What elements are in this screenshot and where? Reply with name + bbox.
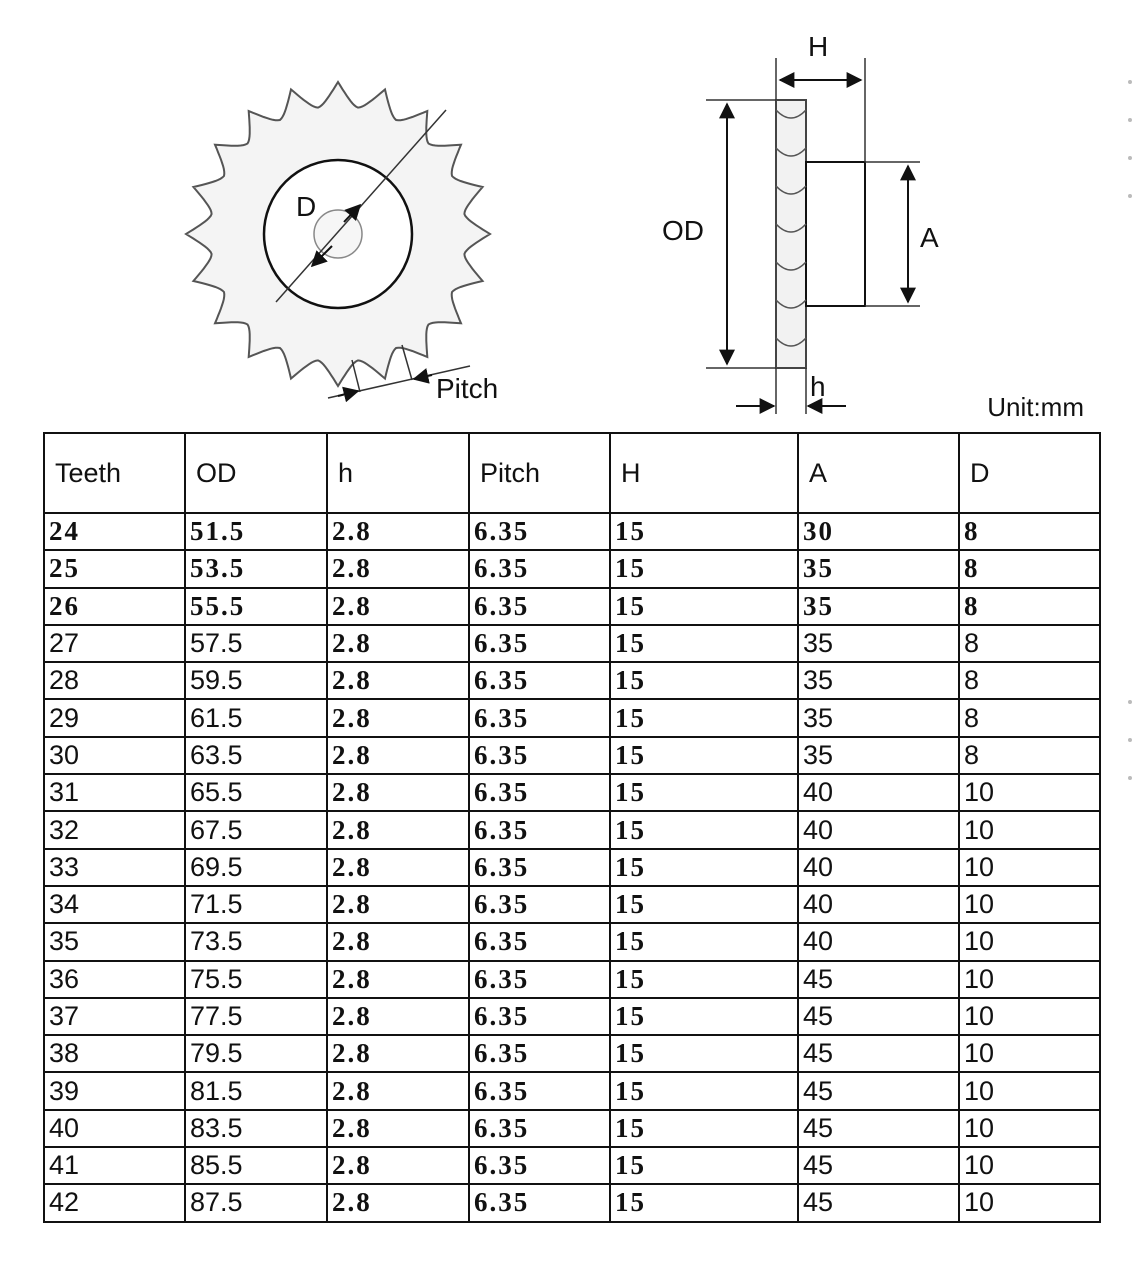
od-cell: 67.5	[185, 811, 327, 848]
pitch-cell: 6.35	[469, 550, 610, 587]
hub-width-cell: 15	[610, 737, 798, 774]
table-row	[44, 662, 1100, 699]
pitch-arrow-right	[414, 375, 432, 379]
bore-cell: 10	[959, 1184, 1100, 1221]
hub-diameter-cell: 45	[798, 1147, 959, 1184]
od-cell: 83.5	[185, 1110, 327, 1147]
od-label: OD	[662, 215, 704, 246]
teeth-cell: 40	[44, 1110, 185, 1147]
table-row	[44, 699, 1100, 736]
bore-cell: 8	[959, 737, 1100, 774]
table-row	[44, 886, 1100, 923]
pitch-cell: 6.35	[469, 662, 610, 699]
pitch-cell: 6.35	[469, 1147, 610, 1184]
od-cell: 75.5	[185, 961, 327, 998]
hub-diameter-cell: 40	[798, 849, 959, 886]
teeth-cell: 34	[44, 886, 185, 923]
header-h-thickness: h	[327, 433, 469, 513]
h-cell: 2.8	[327, 588, 469, 625]
od-cell: 81.5	[185, 1072, 327, 1109]
hub-diameter-cell: 45	[798, 998, 959, 1035]
hub-width-cell: 15	[610, 699, 798, 736]
sprocket-spec-table	[43, 432, 1101, 1223]
bore-cell: 8	[959, 513, 1100, 550]
h-cell: 2.8	[327, 961, 469, 998]
teeth-cell: 37	[44, 998, 185, 1035]
od-cell: 59.5	[185, 662, 327, 699]
od-cell: 65.5	[185, 774, 327, 811]
table-row	[44, 1184, 1100, 1221]
sprocket-diagram	[0, 0, 1134, 430]
bore-cell: 10	[959, 1035, 1100, 1072]
hub-width-cell: 15	[610, 1110, 798, 1147]
h-cell: 2.8	[327, 513, 469, 550]
bore-cell: 8	[959, 588, 1100, 625]
od-cell: 87.5	[185, 1184, 327, 1221]
hub-width-cell: 15	[610, 811, 798, 848]
h-cell: 2.8	[327, 699, 469, 736]
hub-diameter-cell: 35	[798, 550, 959, 587]
teeth-cell: 29	[44, 699, 185, 736]
h-cell: 2.8	[327, 737, 469, 774]
bore-cell: 10	[959, 998, 1100, 1035]
pitch-cell: 6.35	[469, 513, 610, 550]
teeth-cell: 24	[44, 513, 185, 550]
bore-cell: 10	[959, 774, 1100, 811]
table-row	[44, 923, 1100, 960]
od-cell: 53.5	[185, 550, 327, 587]
pitch-cell: 6.35	[469, 1184, 610, 1221]
h-cell: 2.8	[327, 1035, 469, 1072]
hub-diameter-cell: 45	[798, 1110, 959, 1147]
hub-width-cell: 15	[610, 1184, 798, 1221]
bore-cell: 10	[959, 849, 1100, 886]
header-hub-width: H	[610, 433, 798, 513]
od-cell: 85.5	[185, 1147, 327, 1184]
teeth-cell: 28	[44, 662, 185, 699]
hub-width-cell: 15	[610, 886, 798, 923]
pitch-label: Pitch	[436, 373, 499, 404]
bore-cell: 10	[959, 886, 1100, 923]
teeth-cell: 30	[44, 737, 185, 774]
hub-diameter-cell: 35	[798, 588, 959, 625]
sprocket-front-view	[186, 82, 498, 404]
pitch-cell: 6.35	[469, 774, 610, 811]
table-row	[44, 998, 1100, 1035]
thickness-label: h	[810, 371, 826, 402]
teeth-cell: 41	[44, 1147, 185, 1184]
edge-marks-middle	[1128, 700, 1134, 814]
hub-width-cell: 15	[610, 961, 798, 998]
hub-diameter-cell: 40	[798, 774, 959, 811]
bore-label: D	[296, 191, 317, 222]
teeth-cell: 26	[44, 588, 185, 625]
h-cell: 2.8	[327, 1110, 469, 1147]
teeth-cell: 27	[44, 625, 185, 662]
od-cell: 79.5	[185, 1035, 327, 1072]
od-cell: 73.5	[185, 923, 327, 960]
table-body	[44, 513, 1100, 1222]
table-row	[44, 774, 1100, 811]
header-pitch: Pitch	[469, 433, 610, 513]
pitch-cell: 6.35	[469, 961, 610, 998]
od-cell: 77.5	[185, 998, 327, 1035]
od-cell: 71.5	[185, 886, 327, 923]
hub-diameter-cell: 35	[798, 699, 959, 736]
table-row	[44, 961, 1100, 998]
header-teeth: Teeth	[44, 433, 185, 513]
teeth-cell: 33	[44, 849, 185, 886]
hub-diameter-cell: 45	[798, 1072, 959, 1109]
bore-cell: 8	[959, 550, 1100, 587]
pitch-cell: 6.35	[469, 811, 610, 848]
hub-diameter-cell: 45	[798, 1184, 959, 1221]
h-cell: 2.8	[327, 550, 469, 587]
hub-width-cell: 15	[610, 513, 798, 550]
hub-diameter-cell: 35	[798, 625, 959, 662]
bore-cell: 10	[959, 1147, 1100, 1184]
table-row	[44, 737, 1100, 774]
sprocket-side-view	[662, 31, 939, 414]
h-cell: 2.8	[327, 886, 469, 923]
table-row	[44, 513, 1100, 550]
h-cell: 2.8	[327, 849, 469, 886]
h-cell: 2.8	[327, 662, 469, 699]
table-row	[44, 849, 1100, 886]
hub-diameter-cell: 40	[798, 811, 959, 848]
sprocket-plate-profile	[776, 100, 806, 368]
pitch-cell: 6.35	[469, 625, 610, 662]
hub-diameter-cell: 30	[798, 513, 959, 550]
hub-width-cell: 15	[610, 662, 798, 699]
table-row	[44, 550, 1100, 587]
teeth-cell: 39	[44, 1072, 185, 1109]
hub-width-cell: 15	[610, 849, 798, 886]
od-cell: 51.5	[185, 513, 327, 550]
header-od: OD	[185, 433, 327, 513]
od-cell: 69.5	[185, 849, 327, 886]
h-cell: 2.8	[327, 923, 469, 960]
table-row	[44, 1147, 1100, 1184]
table-row	[44, 1035, 1100, 1072]
pitch-cell: 6.35	[469, 1072, 610, 1109]
edge-marks-top	[1128, 80, 1134, 232]
od-cell: 55.5	[185, 588, 327, 625]
bore-cell: 8	[959, 699, 1100, 736]
pitch-cell: 6.35	[469, 1110, 610, 1147]
hub-diameter-cell: 40	[798, 886, 959, 923]
hub-width-cell: 15	[610, 550, 798, 587]
hub-width-cell: 15	[610, 1147, 798, 1184]
pitch-cell: 6.35	[469, 886, 610, 923]
hub-width-cell: 15	[610, 923, 798, 960]
pitch-cell: 6.35	[469, 998, 610, 1035]
pitch-cell: 6.35	[469, 588, 610, 625]
hub-width-cell: 15	[610, 774, 798, 811]
pitch-cell: 6.35	[469, 1035, 610, 1072]
bore-cell: 10	[959, 811, 1100, 848]
teeth-cell: 42	[44, 1184, 185, 1221]
hub-width-cell: 15	[610, 1072, 798, 1109]
unit-label: Unit:mm	[987, 392, 1084, 422]
table-row	[44, 1072, 1100, 1109]
hub-width-cell: 15	[610, 625, 798, 662]
h-cell: 2.8	[327, 774, 469, 811]
bore-cell: 10	[959, 1110, 1100, 1147]
h-cell: 2.8	[327, 811, 469, 848]
teeth-cell: 38	[44, 1035, 185, 1072]
h-cell: 2.8	[327, 1072, 469, 1109]
h-cell: 2.8	[327, 998, 469, 1035]
table-row	[44, 625, 1100, 662]
pitch-cell: 6.35	[469, 699, 610, 736]
od-cell: 57.5	[185, 625, 327, 662]
od-cell: 63.5	[185, 737, 327, 774]
h-cell: 2.8	[327, 625, 469, 662]
bore-cell: 8	[959, 625, 1100, 662]
bore-cell: 10	[959, 961, 1100, 998]
pitch-cell: 6.35	[469, 849, 610, 886]
hub-width-cell: 15	[610, 998, 798, 1035]
a-label: A	[920, 222, 939, 253]
hub-diameter-cell: 35	[798, 662, 959, 699]
bore-cell: 10	[959, 923, 1100, 960]
table-row	[44, 588, 1100, 625]
h-cell: 2.8	[327, 1184, 469, 1221]
hub-diameter-cell: 40	[798, 923, 959, 960]
hub-diameter-cell: 35	[798, 737, 959, 774]
hub-width-cell: 15	[610, 1035, 798, 1072]
bore-cell: 8	[959, 662, 1100, 699]
hub-width-label: H	[808, 31, 829, 62]
teeth-cell: 35	[44, 923, 185, 960]
pitch-cell: 6.35	[469, 923, 610, 960]
pitch-arrow-left	[338, 391, 358, 396]
od-cell: 61.5	[185, 699, 327, 736]
hub-width-cell: 15	[610, 588, 798, 625]
header-hub-diameter: A	[798, 433, 959, 513]
hub-profile	[806, 162, 865, 306]
teeth-cell: 32	[44, 811, 185, 848]
header-bore: D	[959, 433, 1100, 513]
hub-diameter-cell: 45	[798, 961, 959, 998]
h-cell: 2.8	[327, 1147, 469, 1184]
table-row	[44, 811, 1100, 848]
teeth-cell: 31	[44, 774, 185, 811]
table-header-row	[44, 433, 1100, 513]
table-row	[44, 1110, 1100, 1147]
teeth-cell: 36	[44, 961, 185, 998]
pitch-cell: 6.35	[469, 737, 610, 774]
teeth-cell: 25	[44, 550, 185, 587]
pitch-extension-line-left	[352, 360, 360, 392]
bore-cell: 10	[959, 1072, 1100, 1109]
hub-diameter-cell: 45	[798, 1035, 959, 1072]
